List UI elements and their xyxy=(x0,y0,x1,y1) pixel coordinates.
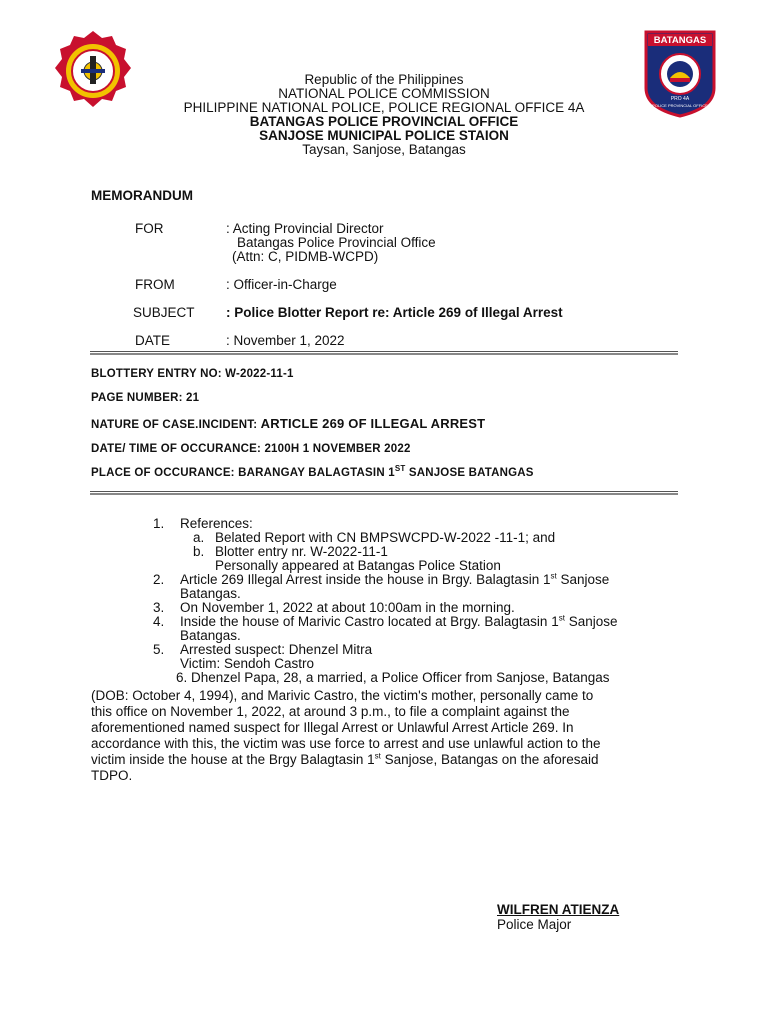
place-text-a: PLACE OF OCCURANCE: BARANGAY BALAGTASIN 1 xyxy=(91,467,395,479)
item-1-text: References: xyxy=(180,516,253,531)
for-value-1: : Acting Provincial Director xyxy=(226,221,384,236)
item-2-number: 2. xyxy=(153,572,165,587)
paragraph-6-line-6-a: victim inside the house at the Brgy Balagtasin 1 xyxy=(91,752,375,767)
divider-top xyxy=(90,351,678,355)
item-b-text-2: Personally appeared at Batangas Police Station xyxy=(215,558,501,573)
memo-title: MEMORANDUM xyxy=(91,188,193,203)
date-time-occurance: DATE/ TIME OF OCCURANCE: 2100H 1 NOVEMBER 2022 xyxy=(91,443,411,455)
item-a-number: a. xyxy=(193,530,205,545)
item-b-text: Blotter entry nr. W-2022-11-1 xyxy=(215,544,388,559)
badge-title: BATANGAS xyxy=(653,35,707,46)
paragraph-6-line-1: 6. Dhenzel Papa, 28, a married, a Police Officer from Sanjose, Batangas xyxy=(176,670,610,685)
item-b-number: b. xyxy=(193,544,205,559)
item-a-text: Belated Report with CN BMPSWCPD-W-2022 -11-1; and xyxy=(215,530,556,545)
for-value-2: Batangas Police Provincial Office xyxy=(237,235,436,250)
item-4-sup: st xyxy=(558,613,565,623)
paragraph-6-line-3: this office on November 1, 2022, at around 3 p.m., to file a complaint against the xyxy=(91,704,570,719)
place-sup: ST xyxy=(394,464,406,474)
item-2-text-b: Sanjose xyxy=(556,572,610,587)
paragraph-6-line-7: TDPO. xyxy=(91,768,133,783)
signatory-name: WILFREN ATIENZA xyxy=(497,902,620,917)
header-line-2: NATIONAL POLICE COMMISSION xyxy=(278,86,490,101)
place-text-b: SANJOSE BATANGAS xyxy=(405,467,534,479)
item-3-text: On November 1, 2022 at about 10:00am in the morning. xyxy=(180,600,515,615)
page-number: PAGE NUMBER: 21 xyxy=(91,392,200,404)
item-4-text xyxy=(180,615,677,629)
blotter-entry: BLOTTERY ENTRY NO: W-2022-11-1 xyxy=(91,368,294,380)
for-value-3: (Attn: C, PIDMB-WCPD) xyxy=(232,249,379,264)
place-occurance xyxy=(91,464,534,479)
paragraph-6-sup: st xyxy=(374,751,381,761)
paragraph-6-line-2: (DOB: October 4, 1994), and Marivic Castro, the victim's mother, personally came to xyxy=(91,688,594,703)
item-1-number: 1. xyxy=(153,516,165,531)
item-5-text-2: Victim: Sendoh Castro xyxy=(180,656,315,671)
item-4-number: 4. xyxy=(153,614,165,629)
item-2-text-c: Batangas. xyxy=(180,586,241,601)
date-label: DATE xyxy=(135,333,171,348)
subject-label: SUBJECT xyxy=(133,305,195,320)
nature-value: ARTICLE 269 OF ILLEGAL ARREST xyxy=(260,416,486,431)
paragraph-6-line-5: accordance with this, the victim was use force to arrest and use unlawful action to the xyxy=(91,736,601,751)
header-line-1: Republic of the Philippines xyxy=(304,72,464,87)
paragraph-6-line-4: aforementioned named suspect for Illegal Arrest or Unlawful Arrest Article 269. In xyxy=(91,720,574,735)
item-5-number: 5. xyxy=(153,642,165,657)
item-2-text xyxy=(180,573,677,587)
item-2-sup: st xyxy=(550,571,557,581)
badge-sub: PRO 4A xyxy=(670,96,690,102)
from-label: FROM xyxy=(135,277,175,292)
header-line-4: BATANGAS POLICE PROVINCIAL OFFICE xyxy=(249,114,519,129)
header-line-6: Taysan, Sanjose, Batangas xyxy=(302,142,466,157)
item-4-text-c: Batangas. xyxy=(180,628,241,643)
item-2-text-a: Article 269 Illegal Arrest inside the house in Brgy. Balagtasin 1 xyxy=(180,572,551,587)
for-label: FOR xyxy=(135,221,164,236)
item-4-text-b: Sanjose xyxy=(564,614,618,629)
signatory-rank: Police Major xyxy=(497,917,572,932)
item-4-text-a: Inside the house of Marivic Castro located at Brgy. Balagtasin 1 xyxy=(180,614,559,629)
nature-of-case xyxy=(91,416,485,431)
subject-value: : Police Blotter Report re: Article 269 of Illegal Arrest xyxy=(226,305,563,320)
header-line-3: PHILIPPINE NATIONAL POLICE, POLICE REGIONAL OFFICE 4A xyxy=(183,100,585,115)
item-5-text: Arrested suspect: Dhenzel Mitra xyxy=(180,642,373,657)
date-value: : November 1, 2022 xyxy=(226,333,345,348)
paragraph-6-line-6-b: Sanjose, Batangas on the aforesaid xyxy=(380,752,599,767)
from-value: : Officer-in-Charge xyxy=(226,277,337,292)
header-line-5: SANJOSE MUNICIPAL POLICE STAION xyxy=(259,128,509,143)
paragraph-6-line-6 xyxy=(91,753,599,767)
nature-label: NATURE OF CASE.INCIDENT: xyxy=(91,419,258,431)
item-3-number: 3. xyxy=(153,600,165,615)
badge-bottom: POLICE PROVINCIAL OFFICE xyxy=(652,103,708,108)
divider-bottom xyxy=(90,491,678,495)
